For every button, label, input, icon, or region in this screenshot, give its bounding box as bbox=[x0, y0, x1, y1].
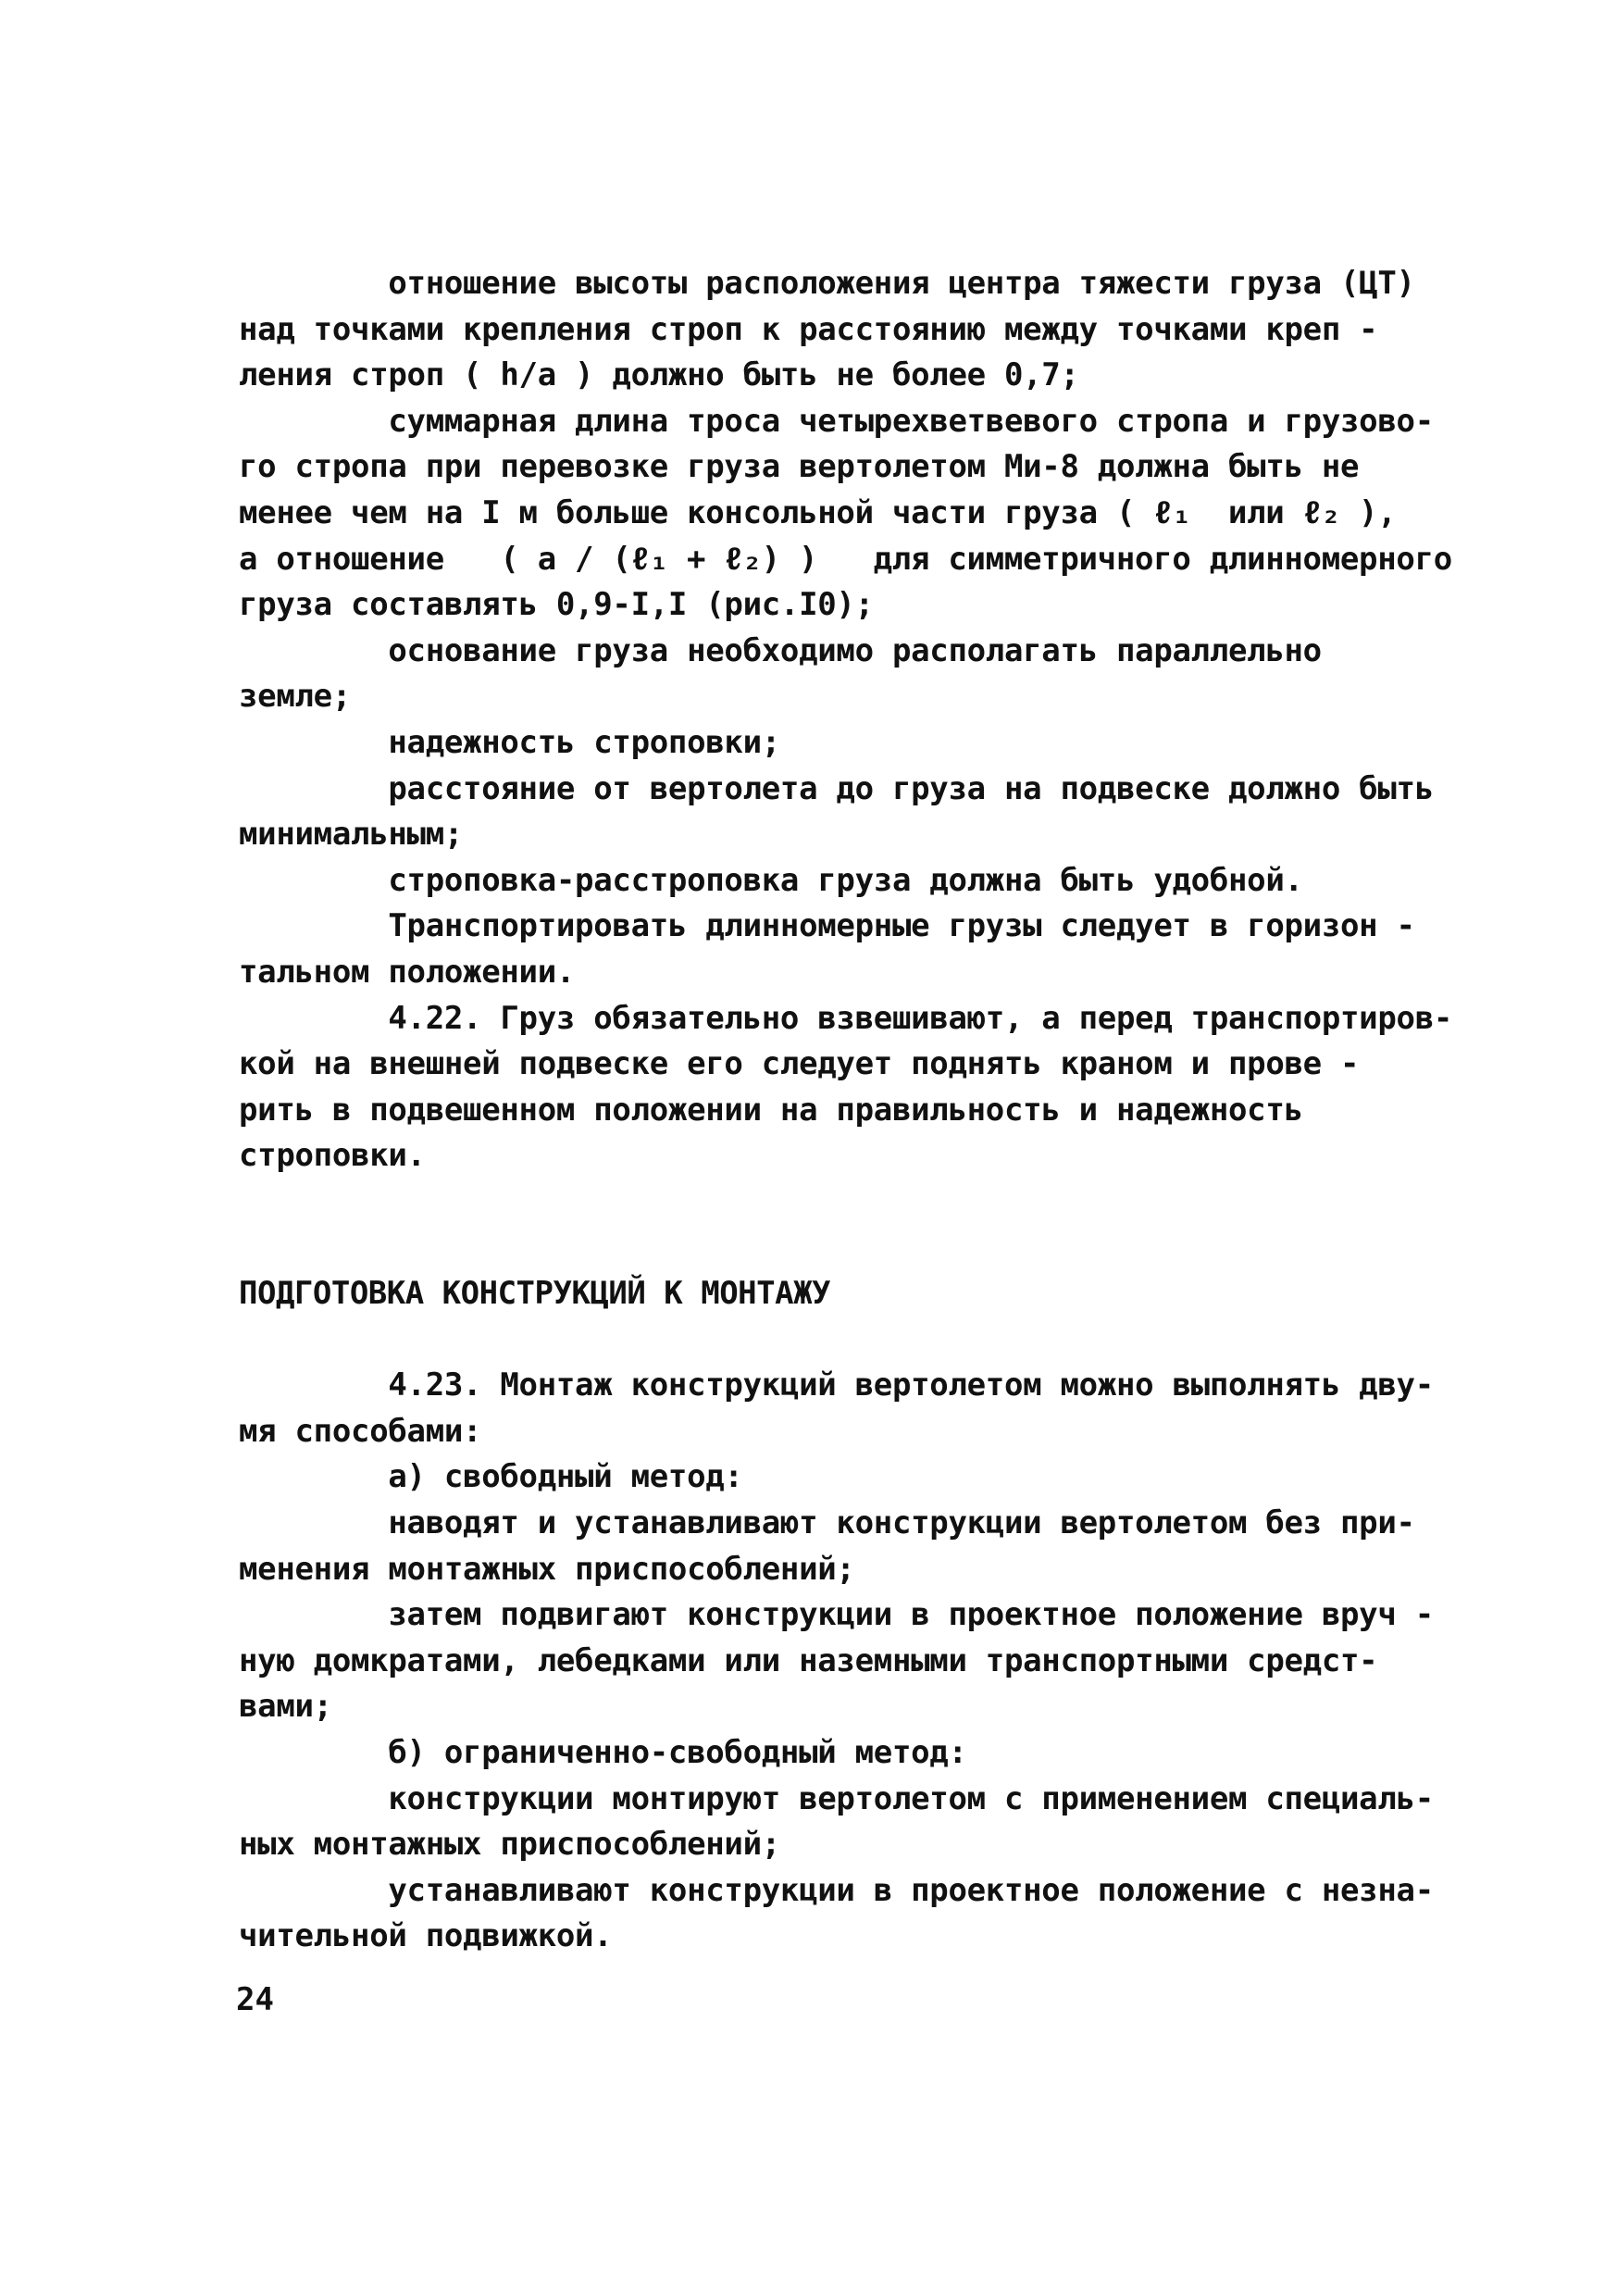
text-line: основание груза необходимо располагать параллельно bbox=[239, 631, 1322, 669]
text-line: ную домкратами, лебедками или наземными транспортными средст- bbox=[239, 1641, 1378, 1679]
text-line: го стропа при перевозке груза вертолетом Ми-8 должна быть не bbox=[239, 448, 1360, 486]
text-line: наводят и устанавливают конструкции вертолетом без при- bbox=[239, 1504, 1415, 1542]
text-line: расстояние от вертолета до груза на подвеске должно быть bbox=[239, 769, 1434, 807]
body-text bbox=[239, 261, 1453, 1960]
blank-line bbox=[239, 1179, 1412, 1226]
page-number: 24 bbox=[236, 1981, 274, 2018]
text-line: а) свободный метод: bbox=[239, 1458, 743, 1496]
text-line: ных монтажных приспособлений; bbox=[239, 1826, 780, 1864]
text-line: 4.22. Груз обязательно взвешивают, а перед транспортиров- bbox=[239, 999, 1453, 1037]
text-line: рить в подвешенном положении на правильность и надежность bbox=[239, 1091, 1303, 1129]
text-line: вами; bbox=[239, 1688, 332, 1726]
text-line: Транспортировать длинномерные грузы следует в горизон - bbox=[239, 907, 1415, 945]
text-line: минимальным; bbox=[239, 816, 464, 854]
text-line: 4.23. Монтаж конструкций вертолетом можно выполнять дву- bbox=[239, 1366, 1434, 1404]
text-line: груза составлять 0,9-I,I (рис.I0); bbox=[239, 586, 874, 624]
text-line: надежность строповки; bbox=[239, 723, 780, 761]
formula-line: а отношение ( a / (ℓ₁ + ℓ₂) ) для симметричного длинномерного bbox=[239, 540, 1452, 578]
section-heading: ПОДГОТОВКА КОНСТРУКЦИЙ К МОНТАЖУ bbox=[239, 1275, 831, 1313]
text-line: конструкции монтируют вертолетом с применением специаль- bbox=[239, 1779, 1434, 1817]
text-line: устанавливают конструкции в проектное положение с незна- bbox=[239, 1871, 1434, 1909]
text-line: строповка-расстроповка груза должна быть удобной. bbox=[239, 861, 1303, 899]
text-line: земле; bbox=[239, 678, 352, 716]
text-line: менения монтажных приспособлений; bbox=[239, 1550, 855, 1588]
blank-line bbox=[239, 1317, 1412, 1364]
text-line: над точками крепления строп к расстоянию между точками креп - bbox=[239, 310, 1378, 348]
text-line: менее чем на I м больше консольной части груза ( ℓ₁ или ℓ₂ ), bbox=[239, 493, 1397, 531]
text-line: ления строп ( h/a ) должно быть не более 0,7; bbox=[239, 356, 1079, 394]
text-line: затем подвигают конструкции в проектное положение вруч - bbox=[239, 1596, 1434, 1634]
blank-line bbox=[239, 1225, 1412, 1271]
text-line: строповки. bbox=[239, 1137, 426, 1175]
text-line: мя способами: bbox=[239, 1412, 482, 1450]
text-line: отношение высоты расположения центра тяжести груза (ЦТ) bbox=[239, 265, 1415, 302]
text-line: чительной подвижкой. bbox=[239, 1917, 613, 1955]
text-line: б) ограниченно-свободный метод: bbox=[239, 1734, 967, 1771]
text-line: суммарная длина троса четырехветвевого стропа и грузово- bbox=[239, 402, 1434, 440]
text-line: кой на внешней подвеске его следует поднять краном и прове - bbox=[239, 1045, 1360, 1083]
text-line: тальном положении. bbox=[239, 953, 576, 991]
